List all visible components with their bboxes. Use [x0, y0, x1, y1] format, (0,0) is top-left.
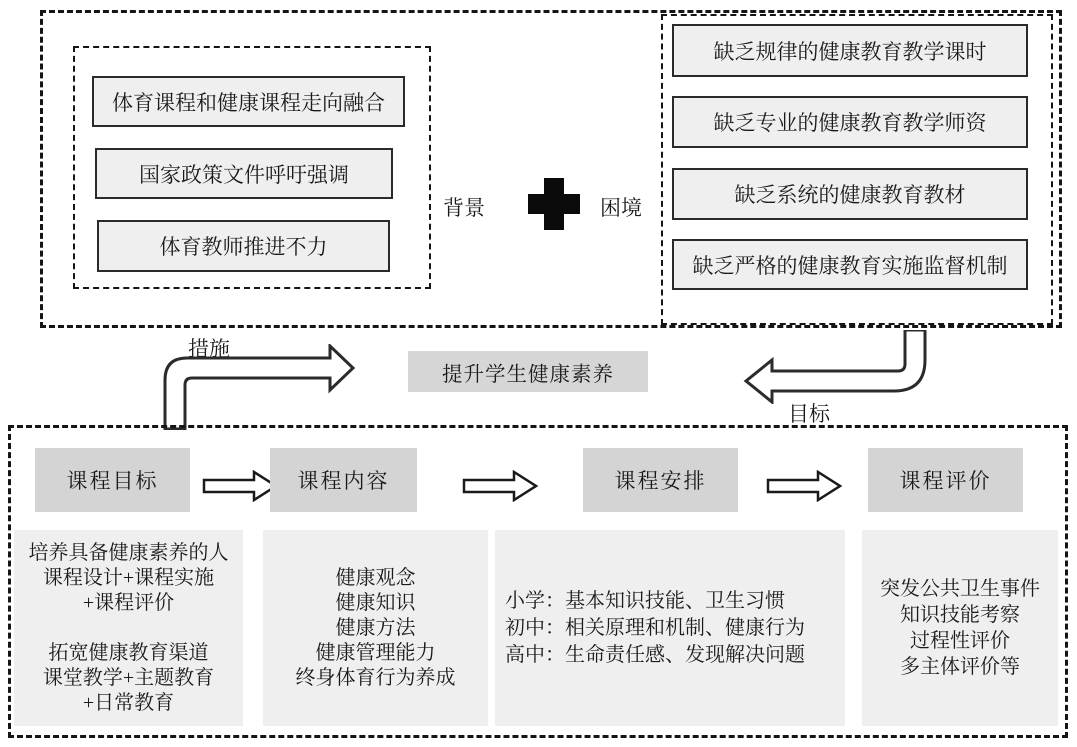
- plus-icon-vertical-bar: [544, 178, 564, 230]
- background-item-3: 体育教师推进不力: [97, 220, 390, 272]
- measures-arrow-icon: [155, 344, 360, 430]
- content-line: 终身体育行为养成: [295, 666, 456, 689]
- flow-arrow-2-icon: [462, 470, 538, 502]
- flow-arrow-1-icon: [202, 470, 278, 502]
- arrangement-line: 高中：生命责任感、发现解决问题: [505, 643, 805, 666]
- content-line: 健康管理能力: [315, 641, 436, 664]
- measures-label: 措施: [188, 337, 230, 361]
- dilemma-item-4: 缺乏严格的健康教育实施监督机制: [672, 239, 1028, 290]
- dilemma-item-3: 缺乏系统的健康教育教材: [672, 168, 1028, 220]
- goal-label: 目标: [788, 402, 830, 426]
- header-course-content: 课程内容: [270, 448, 417, 512]
- dilemma-item-2: 缺乏专业的健康教育教学师资: [672, 96, 1028, 148]
- background-item-1: 体育课程和健康课程走向融合: [92, 76, 405, 127]
- objectives-line: +课程评价: [82, 591, 175, 614]
- goal-box: 提升学生健康素养: [408, 351, 648, 392]
- content-course-arrangement: [495, 530, 845, 726]
- content-course-objectives: [14, 530, 243, 726]
- header-course-arrangement: 课程安排: [583, 448, 738, 512]
- evaluation-line: 突发公共卫生事件: [880, 578, 1040, 600]
- background-label: 背景: [443, 196, 485, 220]
- arrangement-line: 初中：相关原理和机制、健康行为: [505, 616, 805, 639]
- objectives-line: 培养具备健康素养的人: [28, 541, 229, 564]
- content-line: 健康知识: [335, 591, 416, 614]
- objectives-line: +日常教育: [82, 691, 175, 714]
- content-course-content: [263, 530, 488, 726]
- content-line: 健康方法: [335, 616, 416, 639]
- arrangement-line: 小学：基本知识技能、卫生习惯: [505, 589, 785, 612]
- content-course-evaluation: [862, 530, 1058, 726]
- objectives-line: 拓宽健康教育渠道: [48, 641, 209, 664]
- dilemma-item-1: 缺乏规律的健康教育教学课时: [672, 24, 1028, 77]
- objectives-line: 课堂教学+主题教育: [42, 666, 215, 689]
- evaluation-line: 知识技能考察: [900, 604, 1020, 626]
- background-item-2: 国家政策文件呼吁强调: [95, 148, 393, 199]
- evaluation-line: 多主体评价等: [900, 656, 1020, 678]
- plus-icon: [528, 178, 580, 230]
- flow-arrow-3-icon: [766, 470, 842, 502]
- header-course-objectives: 课程目标: [35, 448, 190, 512]
- goal-arrow-icon: [740, 330, 930, 404]
- dilemma-label: 困境: [600, 196, 642, 220]
- evaluation-line: 过程性评价: [910, 630, 1010, 652]
- objectives-line: 课程设计+课程实施: [42, 566, 215, 589]
- header-course-evaluation: 课程评价: [868, 448, 1023, 512]
- content-line: 健康观念: [335, 566, 416, 589]
